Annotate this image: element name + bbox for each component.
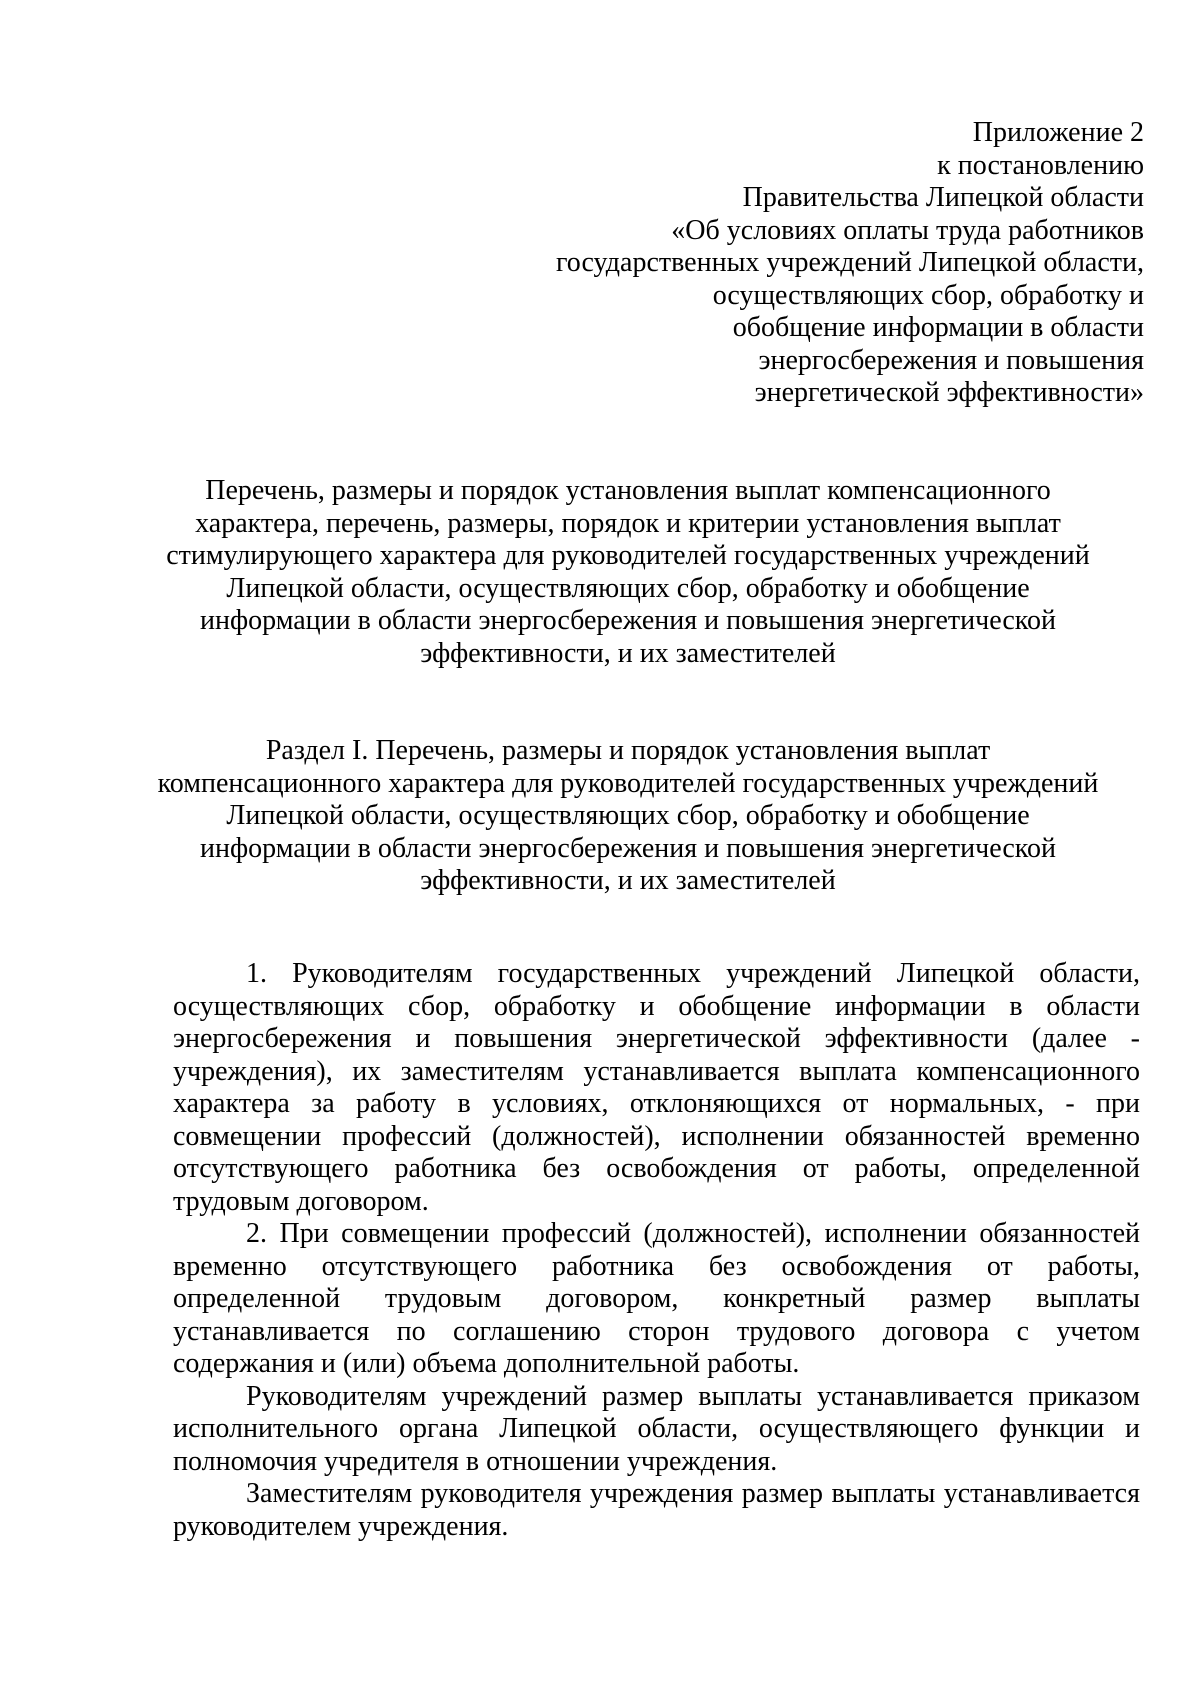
section-heading-line: эффективности, и их заместителей [420, 865, 836, 896]
title-line: Перечень, размеры и порядок установления выплат компенсационного [205, 475, 1051, 506]
appendix-line: осуществляющих сбор, обработку и [712, 279, 1144, 311]
body-text [173, 958, 1140, 1543]
paragraph-3: Руководителям учреждений размер выплаты устанавливается приказом исполнительного органа Липецкой области, осуществляющего функции и полномочия учредителя в отношении учреждения. [173, 1380, 1140, 1477]
appendix-line: к постановлению [937, 149, 1144, 181]
title-line: эффективности, и их заместителей [420, 637, 836, 669]
appendix-line: Правительства Липецкой области [742, 182, 1144, 213]
paragraph-4: Заместителям руководителя учреждения размер выплаты устанавливается руководителем учреждения. [173, 1478, 1140, 1542]
section-heading-line: Липецкой области, осуществляющих сбор, обработку и обобщение [226, 800, 1030, 831]
paragraph-1: 1. Руководителям государственных учреждений Липецкой области, осуществляющих сбор, обработку и обобщение информации в области энергосбережения и повышения энергетической эффективности (далее - учреждения), их заместителям устанавливается выплата компенсационного характера за работу в условиях, отклоняющихся от нормальных, - при совмещении профессий (должностей), исполнении обязанностей временно отсутствующего работника без освобождения от работы, определенной трудовым договором. [173, 958, 1140, 1217]
appendix-line: Приложение 2 [972, 117, 1144, 148]
appendix-line: энергосбережения и повышения [758, 344, 1144, 376]
appendix-line: энергетической эффективности» [754, 377, 1144, 408]
title-line: стимулирующего характера для руководителей государственных учреждений [166, 540, 1090, 571]
section-heading-line: компенсационного характера для руководителей государственных учреждений [157, 767, 1099, 799]
appendix-line: «Об условиях оплаты труда работников [671, 214, 1144, 246]
section-heading-line: Раздел I. Перечень, размеры и порядок установления выплат [265, 735, 991, 766]
document-title [150, 475, 1106, 670]
section-heading [150, 735, 1106, 898]
title-line: Липецкой области, осуществляющих сбор, обработку и обобщение [226, 572, 1030, 604]
appendix-header [504, 117, 1144, 410]
title-line: информации в области энергосбережения и повышения энергетической [200, 605, 1056, 636]
section-heading-line: информации в области энергосбережения и повышения энергетической [200, 832, 1056, 864]
appendix-line: обобщение информации в области [732, 312, 1144, 343]
appendix-line: государственных учреждений Липецкой области, [556, 247, 1144, 278]
paragraph-2: 2. При совмещении профессий (должностей), исполнении обязанностей временно отсутствующего работника без освобождения от работы, определенной трудовым договором, конкретный размер выплаты устанавливается по соглашению сторон трудового договора с учетом содержания и (или) объема дополнительной работы. [173, 1218, 1140, 1379]
title-line: характера, перечень, размеры, порядок и критерии установления выплат [195, 507, 1061, 539]
